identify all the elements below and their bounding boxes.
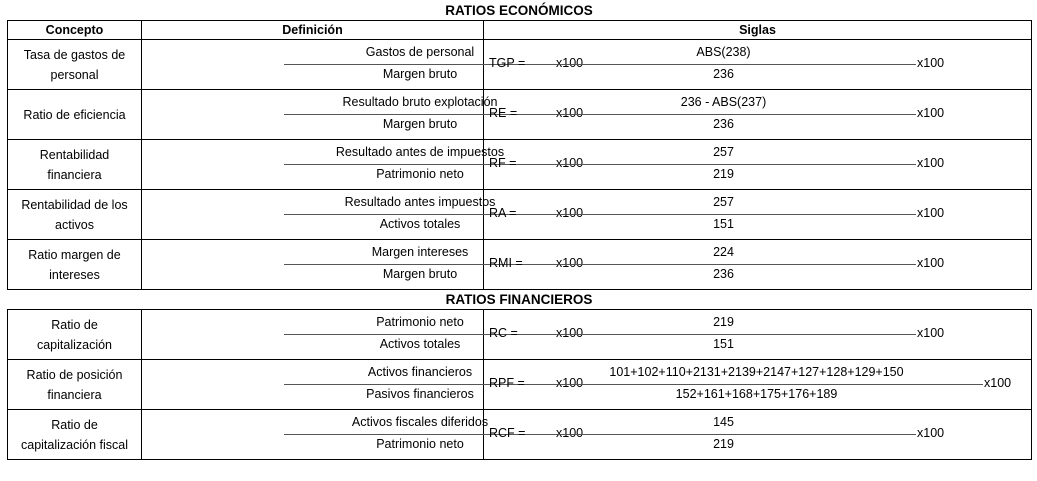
- sigla-label: RCF =: [489, 426, 526, 440]
- definition-fraction: [142, 90, 584, 139]
- siglas-multiplier: x100: [917, 326, 945, 340]
- definition-denominator: Margen bruto: [382, 117, 458, 131]
- siglas-numerator: 236 - ABS(237): [680, 95, 767, 109]
- fraction-line: [531, 64, 916, 65]
- definition-multiplier: x100: [556, 376, 584, 390]
- definition-numerator: Margen intereses: [371, 245, 469, 259]
- concept-line: activos: [55, 217, 94, 232]
- siglas-fraction: [484, 240, 1031, 289]
- ratio-row: [8, 310, 1032, 360]
- concept-line: financiera: [47, 387, 102, 402]
- header-row: [8, 21, 1032, 40]
- concept-cell: [8, 90, 142, 140]
- fraction-line: [531, 434, 916, 435]
- definition-numerator: Resultado antes impuestos: [344, 195, 496, 209]
- definition-denominator: Activos totales: [379, 337, 461, 351]
- ratio-row: [8, 190, 1032, 240]
- definition-numerator: Resultado antes de impuestos: [335, 145, 505, 159]
- siglas-multiplier: x100: [917, 56, 945, 70]
- siglas-numerator: 257: [713, 145, 734, 159]
- sigla-label: RPF =: [489, 376, 525, 390]
- siglas-cell: [484, 40, 1032, 90]
- concept-line: capitalización: [36, 337, 113, 352]
- definition-multiplier: x100: [556, 206, 584, 220]
- siglas-fraction: [484, 410, 1031, 459]
- siglas-cell: [484, 310, 1032, 360]
- ratio-row: [8, 90, 1032, 140]
- concept-cell: [8, 310, 142, 360]
- ratio-row: [8, 140, 1032, 190]
- ratio-row: [8, 240, 1032, 290]
- siglas-cell: [484, 360, 1032, 410]
- sigla-label: RF =: [489, 156, 517, 170]
- concept-line: personal: [50, 67, 99, 82]
- definition-denominator: Pasivos financieros: [366, 387, 474, 401]
- definition-denominator: Margen bruto: [382, 267, 458, 281]
- concept-cell: [8, 140, 142, 190]
- definition-multiplier: x100: [556, 256, 584, 270]
- concept-line: Ratio de posición: [26, 367, 123, 382]
- sigla-label: RMI =: [489, 256, 523, 270]
- concept-cell: [8, 410, 142, 460]
- concept-line: Rentabilidad: [39, 147, 110, 162]
- concept-line: intereses: [49, 267, 100, 282]
- siglas-numerator: 219: [713, 315, 734, 329]
- siglas-multiplier: x100: [917, 426, 945, 440]
- header-concepto: Concepto: [8, 21, 142, 40]
- definition-denominator: Patrimonio neto: [376, 437, 464, 451]
- definition-multiplier: x100: [556, 326, 584, 340]
- concept-cell: [8, 190, 142, 240]
- siglas-fraction: [484, 40, 1031, 89]
- siglas-numerator: 224: [713, 245, 734, 259]
- financieros-table: [7, 309, 1032, 460]
- definition-numerator: Resultado bruto explotación: [342, 95, 498, 109]
- header-siglas: Siglas: [484, 21, 1032, 40]
- definition-multiplier: x100: [556, 56, 584, 70]
- concept-line: capitalización fiscal: [21, 437, 128, 452]
- concept-line: Rentabilidad de los: [21, 197, 128, 212]
- siglas-numerator: 257: [713, 195, 734, 209]
- concept-cell: [8, 240, 142, 290]
- siglas-cell: [484, 190, 1032, 240]
- siglas-numerator: 145: [713, 415, 734, 429]
- definition-denominator: Margen bruto: [382, 67, 458, 81]
- siglas-cell: [484, 140, 1032, 190]
- siglas-denominator: 151: [713, 337, 734, 351]
- definition-multiplier: x100: [556, 426, 584, 440]
- definition-numerator: Activos financieros: [367, 365, 473, 379]
- ratio-row: [8, 410, 1032, 460]
- fraction-line: [531, 164, 916, 165]
- ratio-row: [8, 40, 1032, 90]
- siglas-denominator: 151: [713, 217, 734, 231]
- definition-cell: [142, 90, 584, 140]
- concept-line: Tasa de gastos de: [23, 47, 126, 62]
- siglas-denominator: 236: [713, 67, 734, 81]
- fraction-line: [531, 214, 916, 215]
- sigla-label: RE =: [489, 106, 518, 120]
- siglas-fraction: [484, 360, 1031, 409]
- siglas-multiplier: x100: [917, 156, 945, 170]
- concept-line: financiera: [47, 167, 102, 182]
- ratio-row: [8, 360, 1032, 410]
- section-title-financieros: RATIOS FINANCIEROS: [445, 292, 593, 307]
- sigla-label: RC =: [489, 326, 518, 340]
- definition-multiplier: x100: [556, 156, 584, 170]
- concept-line: Ratio margen de: [28, 247, 121, 262]
- header-definicion: Definición: [142, 21, 484, 40]
- siglas-multiplier: x100: [917, 106, 945, 120]
- siglas-numerator: ABS(238): [696, 45, 751, 59]
- definition-denominator: Patrimonio neto: [376, 167, 464, 181]
- concept-line: Ratio de eficiencia: [23, 107, 126, 122]
- siglas-multiplier: x100: [917, 206, 945, 220]
- ratios-document: [7, 2, 1031, 460]
- siglas-cell: [484, 410, 1032, 460]
- definition-numerator: Activos fiscales diferidos: [351, 415, 489, 429]
- fraction-line: [531, 264, 916, 265]
- siglas-denominator: 219: [713, 167, 734, 181]
- concept-line: Ratio de: [51, 417, 98, 432]
- siglas-multiplier: x100: [917, 256, 945, 270]
- siglas-numerator: 101+102+110+2131+2139+2147+127+128+129+150: [609, 365, 904, 379]
- siglas-denominator: 152+161+168+175+176+189: [675, 387, 838, 401]
- section-title-economicos: RATIOS ECONÓMICOS: [445, 3, 593, 18]
- siglas-cell: [484, 240, 1032, 290]
- fraction-line: [530, 384, 983, 385]
- definition-multiplier: x100: [556, 106, 584, 120]
- concept-cell: [8, 360, 142, 410]
- siglas-denominator: 236: [713, 117, 734, 131]
- siglas-fraction: [484, 140, 1031, 189]
- siglas-fraction: [484, 190, 1031, 239]
- siglas-fraction: [484, 90, 1031, 139]
- definition-denominator: Activos totales: [379, 217, 461, 231]
- fraction-line: [531, 114, 916, 115]
- siglas-cell: [484, 90, 1032, 140]
- siglas-multiplier: x100: [984, 376, 1012, 390]
- fraction-line: [531, 334, 916, 335]
- siglas-denominator: 236: [713, 267, 734, 281]
- concept-line: Ratio de: [51, 317, 98, 332]
- sigla-label: RA =: [489, 206, 517, 220]
- concept-cell: [8, 40, 142, 90]
- definition-numerator: Gastos de personal: [365, 45, 475, 59]
- economicos-table: [7, 20, 1032, 290]
- siglas-denominator: 219: [713, 437, 734, 451]
- sigla-label: TGP =: [489, 56, 526, 70]
- definition-numerator: Patrimonio neto: [376, 315, 464, 329]
- siglas-fraction: [484, 310, 1031, 359]
